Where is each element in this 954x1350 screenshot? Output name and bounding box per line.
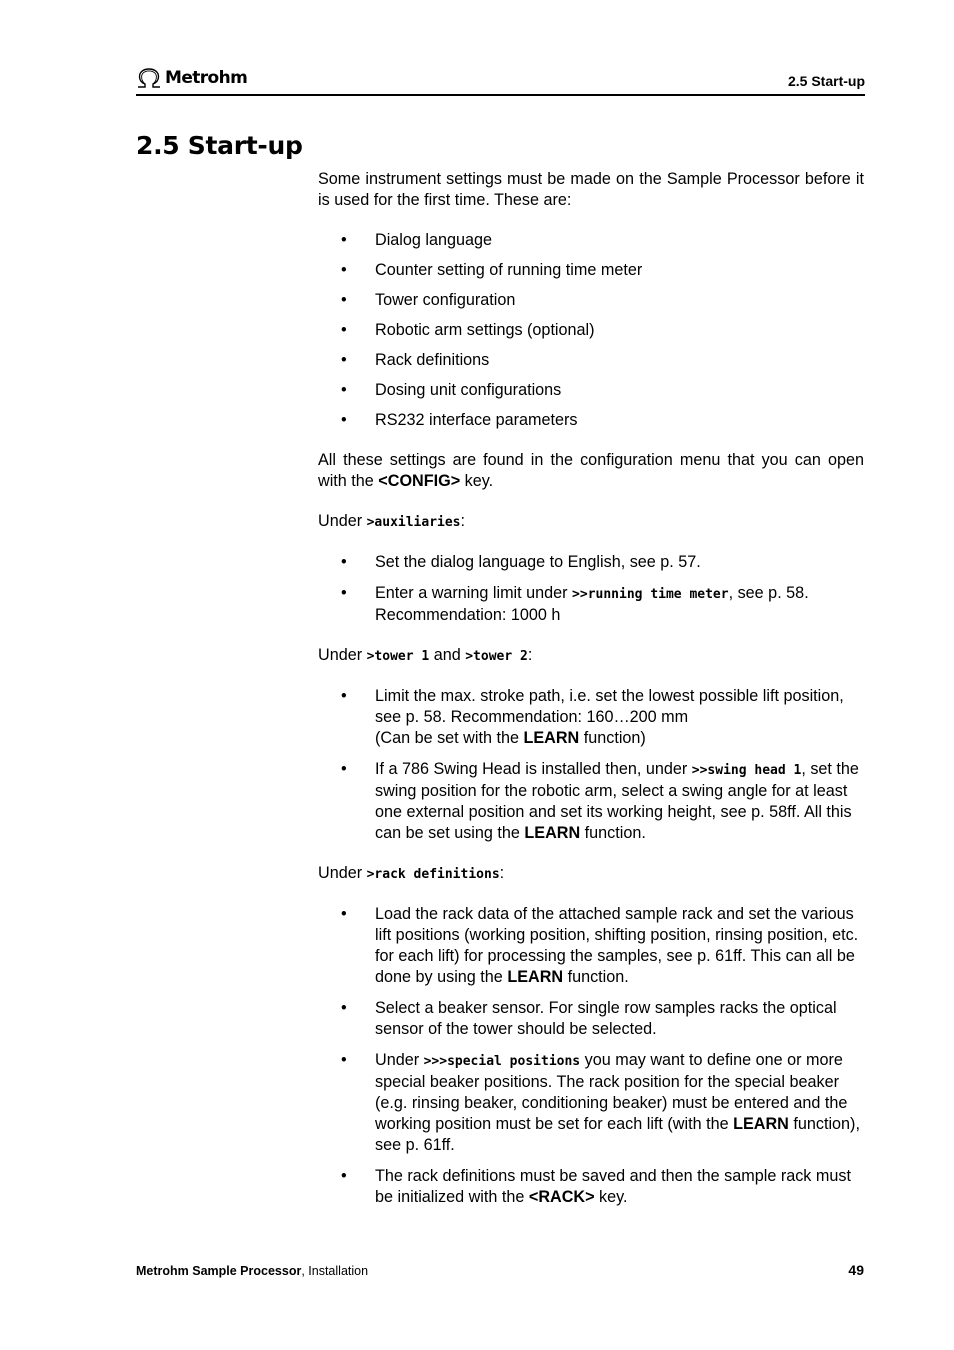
settings-list: [318, 230, 864, 431]
list-item: • Under >>>special positions you may want to define one or more special beaker positions. The rack position for the special beaker (e.g. rinsing beaker, conditioning beaker) must be entered and the working position must be set for each lift (with the LEARN function), see p. 61ff.: [318, 1050, 864, 1156]
list-item: • Counter setting of running time meter: [318, 260, 864, 281]
list-item: • If a 786 Swing Head is installed then, under >>swing head 1, set the swing position for the robotic arm, select a swing angle for at least one external position and set its working height, see p. 58ff. All this can be set using the LEARN function.: [318, 759, 864, 844]
menu-running-time-meter: >>running time meter: [572, 587, 729, 602]
list-item: • Dosing unit configurations: [318, 380, 864, 401]
config-paragraph: All these settings are found in the configuration menu that you can open with the <CONFIG> key.: [318, 451, 864, 490]
page-footer: [136, 1264, 368, 1278]
intro-paragraph: Some instrument settings must be made on the Sample Processor before it is used for the first time. These are:: [318, 170, 864, 209]
tower-heading: Under >tower 1 and >tower 2:: [318, 646, 533, 664]
rack-list: [318, 904, 864, 1208]
list-item: • Robotic arm settings (optional): [318, 320, 864, 341]
menu-tower-1: >tower 1: [366, 649, 430, 664]
metrohm-logo: [136, 68, 247, 88]
list-item: • Tower configuration: [318, 290, 864, 311]
brand-name: Metrohm: [165, 68, 248, 88]
rack-heading: Under >rack definitions:: [318, 864, 505, 882]
list-item: • Set the dialog language to English, see p. 57.: [318, 552, 864, 573]
list-item: • Enter a warning limit under >>running time meter, see p. 58. Recommendation: 1000 h: [318, 583, 864, 626]
menu-tower-2: >tower 2: [465, 649, 528, 664]
auxiliaries-heading: Under >auxiliaries:: [318, 512, 466, 530]
tower-list: [318, 686, 864, 844]
list-item: • The rack definitions must be saved and then the sample rack must be initialized with the <RACK> key.: [318, 1166, 864, 1208]
menu-rack-definitions: >rack definitions: [366, 867, 500, 882]
list-item: • Limit the max. stroke path, i.e. set the lowest possible lift position, see p. 58. Recommendation: 160…200 mm (Can be set with the LEARN function): [318, 686, 864, 749]
main-content: [318, 169, 864, 1208]
footer-chapter: , Installation: [301, 1264, 369, 1278]
list-item: • Rack definitions: [318, 350, 864, 371]
footer-product: Metrohm Sample Processor: [136, 1264, 302, 1278]
list-item: • RS232 interface parameters: [318, 410, 864, 431]
auxiliaries-list: [318, 552, 864, 626]
list-item: • Dialog language: [318, 230, 864, 251]
page-number: 49: [848, 1262, 864, 1278]
menu-swing-head-1: >>swing head 1: [691, 763, 802, 778]
list-item: • Select a beaker sensor. For single row samples racks the optical sensor of the tower should be selected.: [318, 998, 864, 1040]
page-header: [136, 66, 865, 96]
list-item: • Load the rack data of the attached sample rack and set the various lift positions (working position, shifting position, rinsing position, etc. for each lift) for processing the samples, see p. 61ff. This can all be done by using the LEARN function.: [318, 904, 864, 988]
menu-special-positions: >>>special positions: [423, 1054, 581, 1069]
config-key: <CONFIG>: [378, 472, 461, 490]
section-heading: 2.5 Start-up: [136, 131, 303, 160]
rack-key: <RACK>: [528, 1188, 595, 1206]
menu-auxiliaries: >auxiliaries: [366, 515, 461, 530]
omega-logo-icon: [136, 68, 162, 88]
running-section-title: 2.5 Start-up: [787, 73, 865, 89]
